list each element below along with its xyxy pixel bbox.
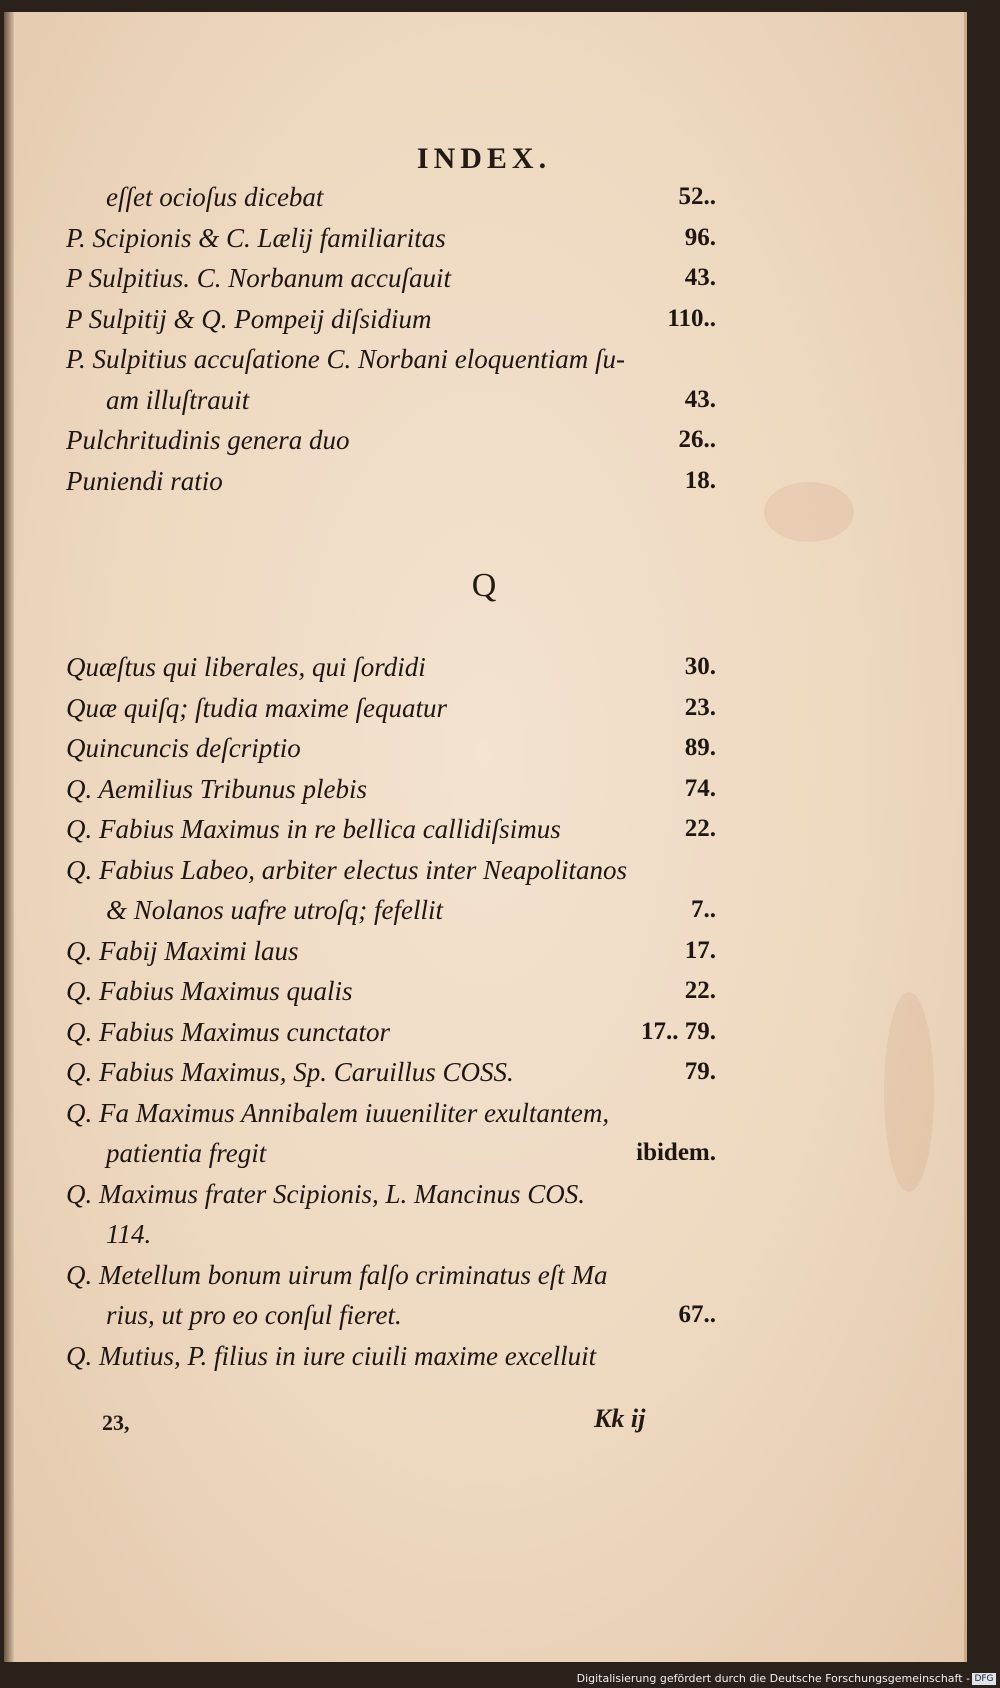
index-entry-page: 17. [684,936,716,964]
index-entry [106,1133,716,1173]
index-entry [66,299,716,339]
index-entry [66,218,716,258]
index-entry-text: am illuſtrauit [106,384,250,415]
index-entry-page: 7.. [691,896,716,923]
index-entry-page: 79. [684,1058,716,1085]
index-entry-page: 17.. 79. [641,1017,716,1045]
index-entry-text: Q. Aemilius Tribunus plebis [66,773,368,804]
index-entry [106,890,716,930]
index-entry-page: 43. [684,385,716,413]
index-entry [66,1336,716,1376]
index-entry-text: rius, ut pro eo conſul fieret. [106,1300,402,1330]
index-entry-page: 23. [684,693,716,721]
index-entry-text: 114. [106,1219,152,1249]
signature-mark: Kk ij [594,1404,646,1433]
index-entry [106,1295,716,1335]
catchword: 23, [102,1410,130,1435]
index-entry [66,931,716,971]
index-entry-page: 96. [684,223,716,251]
index-entry-text: P Sulpitius. C. Norbanum accuſauit [66,263,452,293]
index-entry-page: 74. [684,774,716,802]
index-entry-text: Q. Fabius Maximus in re bellica callidiſsimus [66,814,561,844]
index-entry-text: P. Scipionis & C. Lælij familiaritas [66,222,446,253]
section-letter: Q [471,567,497,604]
index-entry [66,1174,716,1214]
index-entry-text: Q. Fabius Labeo, arbiter electus inter Neapolitanos [66,854,627,885]
index-entry-text: patientia fregit [106,1138,267,1168]
index-entry [66,339,716,379]
paper-stain [764,482,854,542]
index-entry [66,850,716,890]
index-entry [66,420,716,460]
index-entry-page: 22. [684,977,716,1004]
index-entry-page: 43. [684,264,716,291]
index-entry [66,1012,716,1052]
index-entry [66,728,716,768]
book-page [4,12,967,1662]
page-spine-shadow [4,12,14,1662]
paper-stain [884,992,934,1192]
index-entry-page: 30. [684,653,716,680]
index-entry-text: Quæ quiſq; ſtudia maxime ſequatur [66,692,447,723]
index-entry [66,1093,716,1133]
index-entry-page: 89. [684,734,716,761]
index-entry [66,1052,716,1092]
digitization-credit: Digitalisierung gefördert durch die Deutsche Forschungsgemeinschaft - [576,1672,970,1685]
index-entry-text: Q. Fabius Maximus cunctator [66,1016,390,1047]
index-entry-text: P Sulpitij & Q. Pompeij diſsidium [66,303,432,334]
index-entry-text: Quincuncis deſcriptio [66,733,301,763]
index-entry-page: 22. [684,815,716,842]
index-entry-text: Q. Fabius Maximus, Sp. Caruillus COSS. [66,1057,514,1087]
dfg-logo: DFG [972,1673,996,1685]
index-entry [106,1214,716,1254]
index-entry-text: P. Sulpitius accuſatione C. Norbani eloquentiam ſu- [66,344,625,374]
index-entry-text: Q. Fabius Maximus qualis [66,976,353,1006]
index-entry-page: 26.. [678,426,716,453]
index-entry-text: Puniendi ratio [66,465,223,496]
index-entry-text: Q. Fabij Maximi laus [66,935,299,966]
index-entry-page: 110.. [667,304,716,332]
index-entry-text: eſſet ocioſus dicebat [106,182,324,212]
index-entry [66,1255,716,1295]
index-entry [66,461,716,501]
index-entry [66,647,716,687]
index-entry-text: Q. Maximus frater Scipionis, L. Mancinus COS. [66,1178,585,1209]
index-entry [66,258,716,298]
index-entry [106,177,716,217]
index-entry-text: & Nolanos uafre utroſq; fefellit [106,895,443,925]
index-entry-text: Quæſtus qui liberales, qui ſordidi [66,652,426,682]
index-entry-page: 52.. [678,183,716,210]
page-heading: INDEX. [416,142,552,175]
index-entry-text: Q. Metellum bonum uirum falſo criminatus eſt Ma [66,1259,608,1290]
index-entry-page: 67.. [678,1301,716,1328]
index-entry-page: ibidem. [636,1139,716,1166]
index-entry [66,769,716,809]
index-entry-text: Q. Mutius, P. filius in iure ciuili maxime excelluit [66,1340,597,1371]
index-entry [106,380,716,420]
index-entry [66,971,716,1011]
index-entry [66,809,716,849]
index-entry-page: 18. [684,466,716,494]
index-entry-text: Pulchritudinis genera duo [66,425,350,455]
index-entry-text: Q. Fa Maximus Annibalem iuueniliter exultantem, [66,1097,610,1128]
index-entry [66,688,716,728]
